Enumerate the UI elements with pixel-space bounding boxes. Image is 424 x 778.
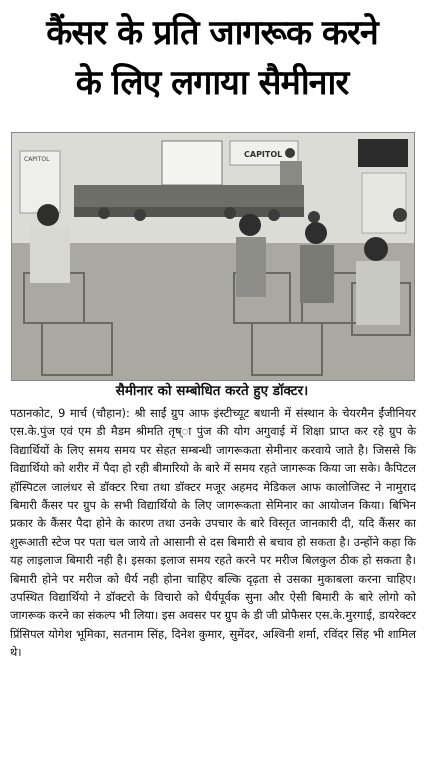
left-banner-text: CAPITOL bbox=[24, 156, 50, 163]
headline-line-2: के लिए लगाया सैमीनार bbox=[75, 63, 349, 103]
seminar-photo bbox=[11, 132, 415, 381]
headline-line-1: कैंसर के प्रति जागरूक करने bbox=[46, 13, 378, 53]
article-body: पठानकोट, 9 मार्च (चौहान): श्री साईं ग्रुप आफ इंस्टीच्यूट बधानी में संस्थान के चेयरमैन ईंजीनियर एस.के.पुंज एवं एम डी मैडम श्रीमति तृष्ा पुंज की योग अगुवाई में शिक्षा प्राप्त कर रहे ग्रुप के विद्यार्थियों के लिए समय समय पर सेहत सम्बन्धी जागरूकता सेमीनार करवाये जाते है। जिससे कि विद्यार्थियो को शरीर में पैदा हो रही बीमारियो के बारे में समय रहते जागरूक किया जा सके। कैपिटल हॉस्पिटल जालंधर से डॉक्टर रिचा तथा डॉक्टर मजूर अहमद मेडिकल आफ कालोजिस्ट ने नामुराद बिमारी कैंसर पर ग्रुप के सभी विद्यार्थियो के लिए जागरूकता सेमिनार का आयोजन किया। बिभिन प्रकार के कैंसर पैदा होने के कारण तथा उनके उपचार के बारे विस्तृत जानकारी दी, यदि कैंसर का शुरूआती स्टेज पर पता चल जाये तो आसानी से दस बिमारी से बचाव हो सकता है। उन्होंने कहा कि यह लाइलाज बिमारी नही है। इसका इलाज समय रहते करने पर मरीज बिलकुल ठीक हो सकता है। बिमारी होने पर मरीज को धैर्य नही होना चाहिए बल्कि दृढ़ता से उसका मुकाबला करना चाहिए। उपस्थित विद्यार्थियो ने डॉक्टरो के विचारो को धैर्यपूर्वक सुना और ऐसी बिमारी के बारे लोगो को जागरूक करने का संकल्प भी लिया। इस अवसर पर ग्रुप के डी जी प्रोफैसर एस.के.मुरगाई, डायरेक्टर प्रिंसिपल योगेश भूमिका, सतनाम सिंह, दिनेश कुमार, सुमेंदर, अश्विनी शर्मा, रविंदर सिंह भी शामिल थे। bbox=[10, 406, 416, 660]
headline bbox=[0, 8, 424, 108]
right-banner-text: CAPITOL bbox=[244, 150, 283, 159]
seminar-photo-illustration bbox=[12, 133, 414, 380]
photo-caption: सैमीनार को सम्बोधित करते हुए डॉक्टर। bbox=[115, 383, 309, 399]
